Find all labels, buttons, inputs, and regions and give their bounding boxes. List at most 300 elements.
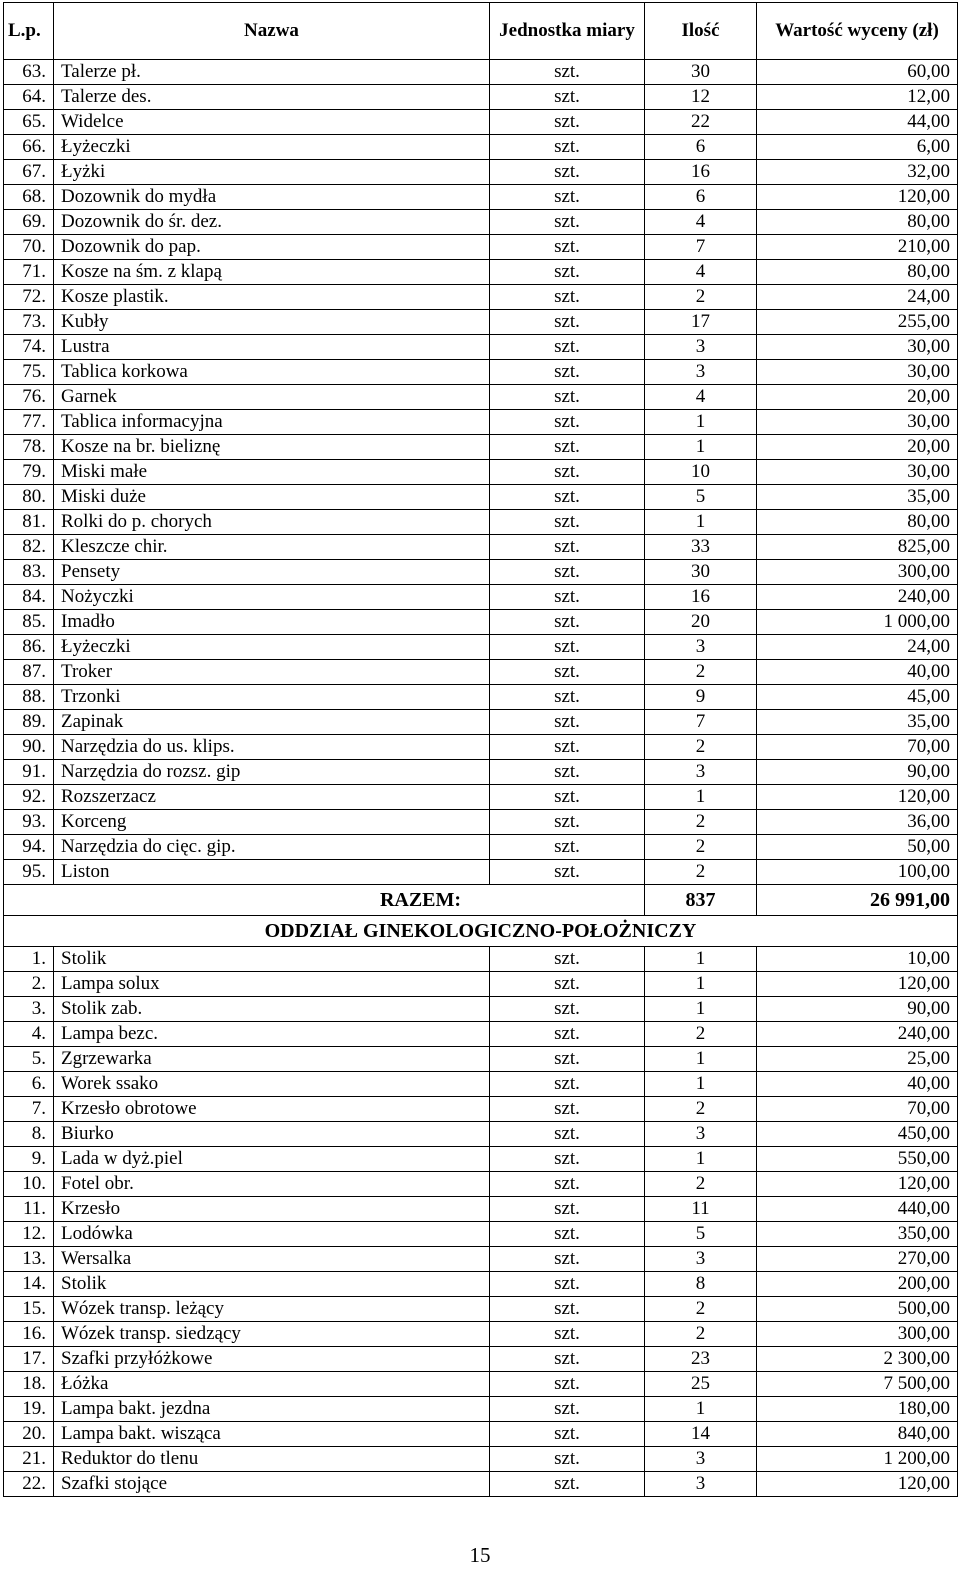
item-value: 210,00 xyxy=(757,235,958,260)
item-unit: szt. xyxy=(490,635,645,660)
item-name: Miski duże xyxy=(54,485,490,510)
item-name: Lustra xyxy=(54,335,490,360)
row-number: 74. xyxy=(4,335,54,360)
item-name: Wersalka xyxy=(54,1247,490,1272)
table-row xyxy=(4,185,958,210)
page-number: 15 xyxy=(469,1543,491,1567)
row-number: 73. xyxy=(4,310,54,335)
item-value: 90,00 xyxy=(757,997,958,1022)
item-quantity: 2 xyxy=(645,1322,757,1347)
item-value: 20,00 xyxy=(757,385,958,410)
item-value: 6,00 xyxy=(757,135,958,160)
item-name: Dozownik do pap. xyxy=(54,235,490,260)
row-number: 14. xyxy=(4,1272,54,1297)
row-number: 2. xyxy=(4,972,54,997)
item-quantity: 12 xyxy=(645,85,757,110)
item-unit: szt. xyxy=(490,1447,645,1472)
row-number: 68. xyxy=(4,185,54,210)
item-name: Lampa solux xyxy=(54,972,490,997)
item-unit: szt. xyxy=(490,1222,645,1247)
table-row xyxy=(4,1347,958,1372)
item-unit: szt. xyxy=(490,1147,645,1172)
item-quantity: 9 xyxy=(645,685,757,710)
table-row xyxy=(4,760,958,785)
item-name: Krzesło obrotowe xyxy=(54,1097,490,1122)
table-row xyxy=(4,810,958,835)
table-row xyxy=(4,335,958,360)
table-row xyxy=(4,835,958,860)
table-row xyxy=(4,585,958,610)
row-number: 6. xyxy=(4,1072,54,1097)
item-unit: szt. xyxy=(490,947,645,972)
item-value: 36,00 xyxy=(757,810,958,835)
item-value: 1 200,00 xyxy=(757,1447,958,1472)
item-value: 120,00 xyxy=(757,1172,958,1197)
item-value: 450,00 xyxy=(757,1122,958,1147)
item-quantity: 5 xyxy=(645,1222,757,1247)
item-quantity: 3 xyxy=(645,635,757,660)
row-number: 87. xyxy=(4,660,54,685)
item-unit: szt. xyxy=(490,1272,645,1297)
item-quantity: 3 xyxy=(645,1122,757,1147)
item-name: Narzędzia do us. klips. xyxy=(54,735,490,760)
item-name: Korceng xyxy=(54,810,490,835)
row-number: 20. xyxy=(4,1422,54,1447)
table-row xyxy=(4,660,958,685)
item-quantity: 3 xyxy=(645,1472,757,1497)
table-row xyxy=(4,435,958,460)
table-header xyxy=(4,3,958,60)
item-quantity: 1 xyxy=(645,1147,757,1172)
item-unit: szt. xyxy=(490,997,645,1022)
item-value: 255,00 xyxy=(757,310,958,335)
item-name: Reduktor do tlenu xyxy=(54,1447,490,1472)
item-value: 240,00 xyxy=(757,1022,958,1047)
item-value: 120,00 xyxy=(757,1472,958,1497)
table-row xyxy=(4,1047,958,1072)
item-unit: szt. xyxy=(490,972,645,997)
item-name: Liston xyxy=(54,860,490,885)
row-number: 91. xyxy=(4,760,54,785)
table-row xyxy=(4,310,958,335)
item-name: Zgrzewarka xyxy=(54,1047,490,1072)
item-value: 180,00 xyxy=(757,1397,958,1422)
table-row xyxy=(4,1472,958,1497)
item-unit: szt. xyxy=(490,1097,645,1122)
item-value: 840,00 xyxy=(757,1422,958,1447)
item-quantity: 3 xyxy=(645,1447,757,1472)
item-quantity: 1 xyxy=(645,972,757,997)
row-number: 83. xyxy=(4,560,54,585)
table-row xyxy=(4,560,958,585)
item-unit: szt. xyxy=(490,110,645,135)
row-number: 13. xyxy=(4,1247,54,1272)
item-value: 44,00 xyxy=(757,110,958,135)
section-row xyxy=(4,916,958,947)
item-quantity: 3 xyxy=(645,760,757,785)
item-quantity: 6 xyxy=(645,185,757,210)
table-row xyxy=(4,635,958,660)
item-name: Łyżeczki xyxy=(54,135,490,160)
item-quantity: 30 xyxy=(645,560,757,585)
table-row xyxy=(4,997,958,1022)
item-name: Pensety xyxy=(54,560,490,585)
item-unit: szt. xyxy=(490,1072,645,1097)
item-value: 80,00 xyxy=(757,210,958,235)
row-number: 69. xyxy=(4,210,54,235)
table-row xyxy=(4,1147,958,1172)
table-row xyxy=(4,610,958,635)
table-row xyxy=(4,710,958,735)
item-unit: szt. xyxy=(490,660,645,685)
item-name: Dozownik do mydła xyxy=(54,185,490,210)
item-quantity: 5 xyxy=(645,485,757,510)
item-unit: szt. xyxy=(490,310,645,335)
item-unit: szt. xyxy=(490,1122,645,1147)
item-name: Stolik xyxy=(54,1272,490,1297)
item-value: 40,00 xyxy=(757,660,958,685)
item-quantity: 4 xyxy=(645,385,757,410)
item-quantity: 1 xyxy=(645,1047,757,1072)
item-unit: szt. xyxy=(490,160,645,185)
item-name: Kosze na śm. z klapą xyxy=(54,260,490,285)
item-unit: szt. xyxy=(490,285,645,310)
table-row xyxy=(4,972,958,997)
item-value: 300,00 xyxy=(757,1322,958,1347)
item-quantity: 1 xyxy=(645,510,757,535)
item-quantity: 1 xyxy=(645,1397,757,1422)
item-name: Wózek transp. siedzący xyxy=(54,1322,490,1347)
table-row xyxy=(4,360,958,385)
item-unit: szt. xyxy=(490,135,645,160)
item-value: 30,00 xyxy=(757,335,958,360)
header-unit: Jednostka miary xyxy=(490,3,645,60)
table-row xyxy=(4,60,958,85)
item-name: Narzędzia do cięc. gip. xyxy=(54,835,490,860)
item-name: Narzędzia do rozsz. gip xyxy=(54,760,490,785)
table-row xyxy=(4,110,958,135)
item-value: 32,00 xyxy=(757,160,958,185)
item-quantity: 1 xyxy=(645,435,757,460)
item-unit: szt. xyxy=(490,1022,645,1047)
item-name: Rolki do p. chorych xyxy=(54,510,490,535)
item-quantity: 2 xyxy=(645,660,757,685)
total-row xyxy=(4,885,958,916)
item-unit: szt. xyxy=(490,535,645,560)
item-quantity: 1 xyxy=(645,947,757,972)
item-unit: szt. xyxy=(490,685,645,710)
item-name: Troker xyxy=(54,660,490,685)
header-name: Nazwa xyxy=(54,3,490,60)
item-value: 350,00 xyxy=(757,1222,958,1247)
table-row xyxy=(4,1397,958,1422)
item-name: Łóżka xyxy=(54,1372,490,1397)
item-value: 20,00 xyxy=(757,435,958,460)
item-value: 270,00 xyxy=(757,1247,958,1272)
table-row xyxy=(4,235,958,260)
row-number: 64. xyxy=(4,85,54,110)
item-value: 30,00 xyxy=(757,410,958,435)
item-quantity: 7 xyxy=(645,235,757,260)
item-quantity: 2 xyxy=(645,1097,757,1122)
item-name: Stolik xyxy=(54,947,490,972)
item-quantity: 4 xyxy=(645,210,757,235)
item-quantity: 2 xyxy=(645,835,757,860)
item-unit: szt. xyxy=(490,260,645,285)
item-value: 80,00 xyxy=(757,260,958,285)
row-number: 82. xyxy=(4,535,54,560)
row-number: 84. xyxy=(4,585,54,610)
table-row xyxy=(4,685,958,710)
item-unit: szt. xyxy=(490,85,645,110)
table-row xyxy=(4,385,958,410)
item-value: 550,00 xyxy=(757,1147,958,1172)
row-number: 7. xyxy=(4,1097,54,1122)
item-value: 60,00 xyxy=(757,60,958,85)
table-row xyxy=(4,135,958,160)
item-unit: szt. xyxy=(490,385,645,410)
item-quantity: 3 xyxy=(645,1247,757,1272)
row-number: 90. xyxy=(4,735,54,760)
item-name: Lada w dyż.piel xyxy=(54,1147,490,1172)
item-value: 200,00 xyxy=(757,1272,958,1297)
item-unit: szt. xyxy=(490,860,645,885)
table-row xyxy=(4,260,958,285)
item-value: 1 000,00 xyxy=(757,610,958,635)
item-value: 100,00 xyxy=(757,860,958,885)
item-value: 440,00 xyxy=(757,1197,958,1222)
item-unit: szt. xyxy=(490,610,645,635)
item-unit: szt. xyxy=(490,1297,645,1322)
item-quantity: 2 xyxy=(645,810,757,835)
item-name: Miski małe xyxy=(54,460,490,485)
item-unit: szt. xyxy=(490,760,645,785)
item-unit: szt. xyxy=(490,1172,645,1197)
row-number: 16. xyxy=(4,1322,54,1347)
item-unit: szt. xyxy=(490,510,645,535)
total-label: RAZEM: xyxy=(4,885,645,916)
item-quantity: 23 xyxy=(645,1347,757,1372)
item-quantity: 2 xyxy=(645,1022,757,1047)
table-row xyxy=(4,1172,958,1197)
item-quantity: 11 xyxy=(645,1197,757,1222)
item-name: Fotel obr. xyxy=(54,1172,490,1197)
row-number: 19. xyxy=(4,1397,54,1422)
row-number: 65. xyxy=(4,110,54,135)
item-value: 300,00 xyxy=(757,560,958,585)
row-number: 22. xyxy=(4,1472,54,1497)
row-number: 4. xyxy=(4,1022,54,1047)
item-quantity: 4 xyxy=(645,260,757,285)
item-quantity: 2 xyxy=(645,1172,757,1197)
item-value: 80,00 xyxy=(757,510,958,535)
item-unit: szt. xyxy=(490,410,645,435)
table-row xyxy=(4,210,958,235)
item-name: Krzesło xyxy=(54,1197,490,1222)
row-number: 81. xyxy=(4,510,54,535)
item-name: Kleszcze chir. xyxy=(54,535,490,560)
item-unit: szt. xyxy=(490,485,645,510)
item-unit: szt. xyxy=(490,1197,645,1222)
table-body-b xyxy=(4,947,958,1497)
item-value: 500,00 xyxy=(757,1297,958,1322)
row-number: 75. xyxy=(4,360,54,385)
item-value: 120,00 xyxy=(757,972,958,997)
table-body-a xyxy=(4,60,958,885)
item-name: Lodówka xyxy=(54,1222,490,1247)
item-unit: szt. xyxy=(490,460,645,485)
item-value: 25,00 xyxy=(757,1047,958,1072)
row-number: 5. xyxy=(4,1047,54,1072)
item-quantity: 20 xyxy=(645,610,757,635)
table-row xyxy=(4,785,958,810)
item-unit: szt. xyxy=(490,835,645,860)
item-name: Imadło xyxy=(54,610,490,635)
item-name: Rozszerzacz xyxy=(54,785,490,810)
item-quantity: 2 xyxy=(645,860,757,885)
item-name: Szafki przyłóżkowe xyxy=(54,1347,490,1372)
item-unit: szt. xyxy=(490,360,645,385)
item-name: Kosze na br. bieliznę xyxy=(54,435,490,460)
item-quantity: 1 xyxy=(645,1072,757,1097)
item-name: Garnek xyxy=(54,385,490,410)
item-value: 70,00 xyxy=(757,1097,958,1122)
table-row xyxy=(4,1022,958,1047)
item-value: 35,00 xyxy=(757,485,958,510)
row-number: 92. xyxy=(4,785,54,810)
item-value: 120,00 xyxy=(757,185,958,210)
item-name: Zapinak xyxy=(54,710,490,735)
row-number: 71. xyxy=(4,260,54,285)
row-number: 95. xyxy=(4,860,54,885)
item-unit: szt. xyxy=(490,235,645,260)
row-number: 21. xyxy=(4,1447,54,1472)
item-name: Dozownik do śr. dez. xyxy=(54,210,490,235)
row-number: 78. xyxy=(4,435,54,460)
item-name: Talerze des. xyxy=(54,85,490,110)
item-quantity: 17 xyxy=(645,310,757,335)
header-qty: Ilość xyxy=(645,3,757,60)
item-name: Worek ssako xyxy=(54,1072,490,1097)
item-name: Łyżeczki xyxy=(54,635,490,660)
item-unit: szt. xyxy=(490,60,645,85)
item-name: Nożyczki xyxy=(54,585,490,610)
row-number: 72. xyxy=(4,285,54,310)
item-quantity: 14 xyxy=(645,1422,757,1447)
table-row xyxy=(4,485,958,510)
item-value: 35,00 xyxy=(757,710,958,735)
row-number: 66. xyxy=(4,135,54,160)
item-unit: szt. xyxy=(490,1397,645,1422)
table-row xyxy=(4,535,958,560)
row-number: 15. xyxy=(4,1297,54,1322)
row-number: 10. xyxy=(4,1172,54,1197)
table-row xyxy=(4,1447,958,1472)
item-quantity: 1 xyxy=(645,785,757,810)
item-name: Biurko xyxy=(54,1122,490,1147)
item-unit: szt. xyxy=(490,585,645,610)
item-quantity: 16 xyxy=(645,160,757,185)
table-row xyxy=(4,160,958,185)
item-value: 10,00 xyxy=(757,947,958,972)
total-qty: 837 xyxy=(645,885,757,916)
item-value: 90,00 xyxy=(757,760,958,785)
row-number: 85. xyxy=(4,610,54,635)
row-number: 63. xyxy=(4,60,54,85)
item-unit: szt. xyxy=(490,785,645,810)
table-row xyxy=(4,947,958,972)
header-lp: L.p. xyxy=(4,3,54,60)
item-name: Kubły xyxy=(54,310,490,335)
table-row xyxy=(4,735,958,760)
item-name: Widelce xyxy=(54,110,490,135)
header-value: Wartość wyceny (zł) xyxy=(757,3,958,60)
item-unit: szt. xyxy=(490,1347,645,1372)
table-row xyxy=(4,510,958,535)
item-value: 7 500,00 xyxy=(757,1372,958,1397)
section-title: ODDZIAŁ GINEKOLOGICZNO-POŁOŻNICZY xyxy=(4,916,958,947)
row-number: 70. xyxy=(4,235,54,260)
item-name: Lampa bezc. xyxy=(54,1022,490,1047)
item-quantity: 2 xyxy=(645,285,757,310)
item-quantity: 16 xyxy=(645,585,757,610)
inventory-table xyxy=(3,2,958,1497)
item-quantity: 1 xyxy=(645,997,757,1022)
item-value: 120,00 xyxy=(757,785,958,810)
item-name: Tablica korkowa xyxy=(54,360,490,385)
item-quantity: 7 xyxy=(645,710,757,735)
item-unit: szt. xyxy=(490,560,645,585)
table-row xyxy=(4,1072,958,1097)
table-row xyxy=(4,1197,958,1222)
row-number: 77. xyxy=(4,410,54,435)
item-unit: szt. xyxy=(490,1372,645,1397)
item-quantity: 22 xyxy=(645,110,757,135)
total-value: 26 991,00 xyxy=(757,885,958,916)
item-value: 12,00 xyxy=(757,85,958,110)
item-unit: szt. xyxy=(490,1322,645,1347)
item-quantity: 6 xyxy=(645,135,757,160)
item-name: Trzonki xyxy=(54,685,490,710)
item-value: 240,00 xyxy=(757,585,958,610)
item-name: Szafki stojące xyxy=(54,1472,490,1497)
item-value: 70,00 xyxy=(757,735,958,760)
row-number: 12. xyxy=(4,1222,54,1247)
table-row xyxy=(4,85,958,110)
item-name: Talerze pł. xyxy=(54,60,490,85)
row-number: 17. xyxy=(4,1347,54,1372)
item-unit: szt. xyxy=(490,735,645,760)
item-value: 24,00 xyxy=(757,635,958,660)
item-quantity: 2 xyxy=(645,1297,757,1322)
item-name: Łyżki xyxy=(54,160,490,185)
item-unit: szt. xyxy=(490,1047,645,1072)
item-quantity: 3 xyxy=(645,335,757,360)
row-number: 11. xyxy=(4,1197,54,1222)
item-unit: szt. xyxy=(490,1422,645,1447)
item-quantity: 3 xyxy=(645,360,757,385)
table-row xyxy=(4,1322,958,1347)
table-row xyxy=(4,410,958,435)
item-unit: szt. xyxy=(490,1247,645,1272)
row-number: 8. xyxy=(4,1122,54,1147)
table-row xyxy=(4,860,958,885)
row-number: 18. xyxy=(4,1372,54,1397)
row-number: 9. xyxy=(4,1147,54,1172)
table-row xyxy=(4,285,958,310)
table-row xyxy=(4,1247,958,1272)
item-value: 825,00 xyxy=(757,535,958,560)
